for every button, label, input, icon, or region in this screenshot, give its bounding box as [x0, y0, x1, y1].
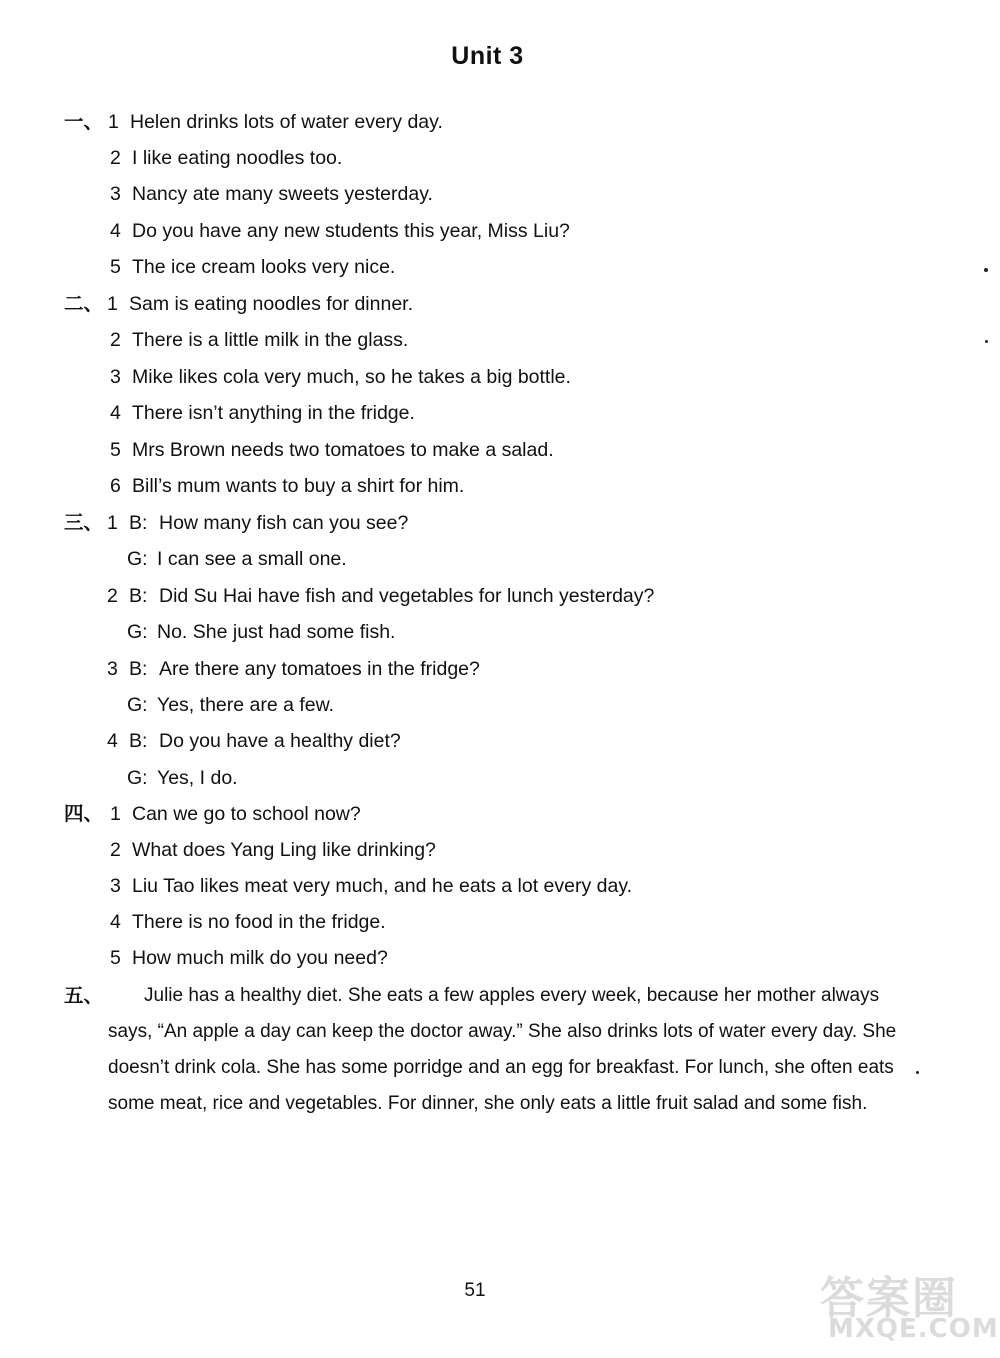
item-number: 1	[107, 293, 118, 315]
watermark-en-text: MXQE.COM	[828, 1314, 999, 1344]
item-number: 4	[110, 402, 121, 424]
section-4-item-2	[110, 838, 436, 862]
speaker-label: G:	[127, 548, 148, 570]
item-number: 4	[110, 911, 121, 933]
section-3-dialogue-4-b	[107, 729, 401, 753]
dialogue-text: I can see a small one.	[157, 548, 347, 570]
section-2-item-3	[110, 365, 571, 389]
speaker-label: B:	[129, 512, 148, 534]
item-number: 1	[110, 803, 121, 825]
paragraph-line-2: says, “An apple a day can keep the doctor away.” She also drinks lots of water every day. She	[108, 1021, 897, 1042]
section-3-dialogue-1-g	[127, 547, 347, 571]
item-number: 2	[107, 585, 118, 607]
item-number: 2	[110, 329, 121, 351]
section-1-item-3	[110, 182, 433, 206]
item-text: Mike likes cola very much, so he takes a big bottle.	[132, 366, 571, 388]
paragraph-line-4: some meat, rice and vegetables. For dinner, she only eats a little fruit salad and some fish.	[108, 1093, 868, 1114]
site-watermark	[820, 1262, 999, 1352]
section-2-item-4	[110, 401, 415, 425]
item-number: 2	[110, 839, 121, 861]
section-1-label: 一、	[64, 111, 104, 133]
section-4-label: 四、	[64, 803, 104, 825]
section-2-item-5	[110, 438, 554, 462]
item-number: 2	[110, 147, 121, 169]
item-number: 3	[110, 366, 121, 388]
dialogue-text: Are there any tomatoes in the fridge?	[159, 658, 480, 680]
item-text: Helen drinks lots of water every day.	[130, 111, 443, 133]
speaker-label: B:	[129, 658, 148, 680]
paragraph-line-3: doesn’t drink cola. She has some porridge and an egg for breakfast. For lunch, she often eats	[108, 1057, 894, 1078]
section-3-dialogue-3-b	[107, 657, 480, 681]
section-2-label: 二、	[64, 293, 104, 315]
item-text: Nancy ate many sweets yesterday.	[132, 183, 433, 205]
item-text: Do you have any new students this year, Miss Liu?	[132, 220, 570, 242]
dialogue-text: No. She just had some fish.	[157, 621, 396, 643]
item-number: 5	[110, 947, 121, 969]
section-3-label: 三、	[64, 512, 104, 534]
section-1-item-4	[110, 219, 570, 243]
scan-speck	[916, 1071, 919, 1074]
section-2-item-2	[110, 328, 408, 352]
section-1-item-1	[108, 110, 443, 134]
section-4-item-5	[110, 946, 388, 970]
paragraph-text: Julie has a healthy diet. She eats a few apples every week, because her mother always	[144, 985, 880, 1006]
item-text: Bill’s mum wants to buy a shirt for him.	[132, 475, 465, 497]
item-text: Liu Tao likes meat very much, and he eats a lot every day.	[132, 875, 633, 897]
item-text: Sam is eating noodles for dinner.	[129, 293, 414, 315]
section-4-item-1	[110, 802, 361, 826]
item-number: 3	[110, 183, 121, 205]
page-number: 51	[464, 1280, 486, 1301]
item-text: There isn’t anything in the fridge.	[132, 402, 415, 424]
item-number: 4	[110, 220, 121, 242]
section-1-item-2	[110, 146, 342, 170]
dialogue-text: Yes, there are a few.	[157, 694, 335, 716]
item-number: 3	[107, 658, 118, 680]
item-number: 4	[107, 730, 118, 752]
section-1-item-5	[110, 255, 395, 279]
section-4-item-4	[110, 910, 386, 934]
item-text: What does Yang Ling like drinking?	[132, 839, 436, 861]
speaker-label: B:	[129, 730, 148, 752]
section-2-item-6	[110, 474, 464, 498]
item-text: I like eating noodles too.	[132, 147, 343, 169]
dialogue-text: Did Su Hai have fish and vegetables for lunch yesterday?	[159, 585, 655, 607]
section-3-dialogue-4-g	[127, 766, 238, 790]
item-text: Mrs Brown needs two tomatoes to make a salad.	[132, 439, 554, 461]
item-text: How much milk do you need?	[132, 947, 388, 969]
section-3-dialogue-2-b	[107, 584, 654, 608]
watermark-cn-text: 答案圈	[820, 1273, 958, 1324]
speaker-label: G:	[127, 694, 148, 716]
item-text: Can we go to school now?	[132, 803, 361, 825]
item-number: 1	[107, 512, 118, 534]
speaker-label: B:	[129, 585, 148, 607]
speaker-label: G:	[127, 621, 148, 643]
item-text: The ice cream looks very nice.	[132, 256, 396, 278]
section-3-dialogue-2-g	[127, 620, 395, 644]
item-text: There is a little milk in the glass.	[132, 329, 409, 351]
section-2-item-1	[107, 292, 413, 316]
section-4-item-3	[110, 874, 632, 898]
dialogue-text: Yes, I do.	[157, 767, 238, 789]
section-3-dialogue-3-g	[127, 693, 334, 717]
scan-speck	[985, 340, 988, 343]
scan-speck	[984, 268, 988, 272]
item-number: 1	[108, 111, 119, 133]
dialogue-text: How many fish can you see?	[159, 512, 409, 534]
item-text: There is no food in the fridge.	[132, 911, 386, 933]
item-number: 3	[110, 875, 121, 897]
item-number: 6	[110, 475, 121, 497]
section-5-label: 五、	[64, 985, 104, 1007]
paragraph-line-1	[108, 984, 879, 1008]
dialogue-text: Do you have a healthy diet?	[159, 730, 401, 752]
item-number: 5	[110, 439, 121, 461]
speaker-label: G:	[127, 767, 148, 789]
page-title: Unit 3	[451, 42, 524, 70]
item-number: 5	[110, 256, 121, 278]
section-3-dialogue-1-b	[107, 511, 408, 535]
